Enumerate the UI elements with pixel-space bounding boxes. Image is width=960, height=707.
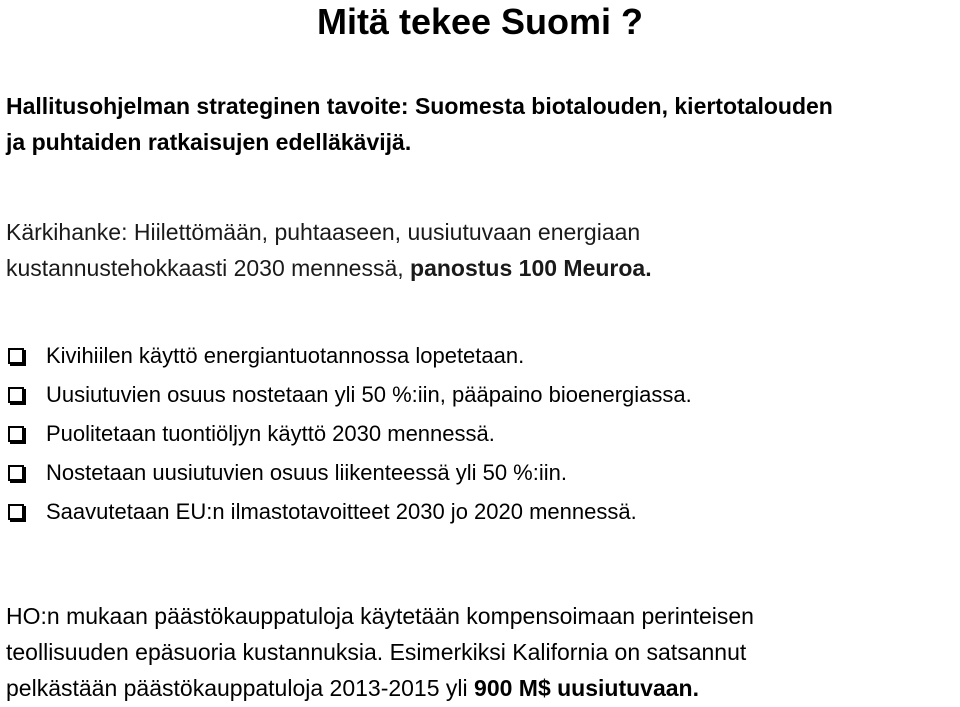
checkbox-bullet-icon (8, 426, 24, 442)
checkbox-bullet-icon (8, 348, 24, 364)
list-item (6, 453, 692, 492)
flagship-investment: panostus 100 Meuroa. (410, 255, 652, 281)
ho-line-1: HO:n mukaan päästökauppatuloja käytetään kompensoimaan perinteisen (6, 603, 754, 629)
strategic-goal (6, 88, 956, 160)
measures-list (6, 336, 692, 531)
ho-line-3 (6, 670, 956, 706)
ho-line-3-text: pelkästään päästökauppatuloja 2013-2015 yli (6, 675, 475, 701)
list-item-text: Puolitetaan tuontiöljyn käyttö 2030 mennessä. (46, 421, 495, 446)
emissions-trading-paragraph (6, 598, 956, 706)
list-item-text: Nostetaan uusiutuvien osuus liikenteessä yli 50 %:iin. (46, 460, 567, 485)
checkbox-bullet-icon (8, 387, 24, 403)
flagship-line-1: Kärkihanke: Hiilettömään, puhtaaseen, uusiutuvaan energiaan (6, 219, 641, 245)
strategic-goal-line-2: ja puhtaiden ratkaisujen edelläkävijä. (6, 129, 412, 155)
list-item-text: Uusiutuvien osuus nostetaan yli 50 %:iin, pääpaino bioenergiassa. (46, 382, 692, 407)
list-item (6, 492, 692, 531)
checkbox-bullet-icon (8, 504, 24, 520)
list-item (6, 336, 692, 375)
flagship-line-2 (6, 250, 956, 286)
slide-title: Mitä tekee Suomi ? (316, 1, 644, 42)
flagship-project (6, 214, 956, 286)
ho-line-2: teollisuuden epäsuoria kustannuksia. Esimerkiksi Kalifornia on satsannut (6, 639, 747, 665)
strategic-goal-line-1: Hallitusohjelman strateginen tavoite: Suomesta biotalouden, kiertotalouden (6, 93, 833, 119)
checkbox-bullet-icon (8, 465, 24, 481)
list-item (6, 414, 692, 453)
list-item (6, 375, 692, 414)
list-item-text: Saavutetaan EU:n ilmastotavoitteet 2030 jo 2020 mennessä. (46, 499, 637, 524)
list-item-text: Kivihiilen käyttö energiantuotannossa lopetetaan. (46, 343, 525, 368)
ho-investment-amount: 900 M$ uusiutuvaan. (474, 675, 699, 701)
flagship-line-2-text: kustannustehokkaasti 2030 mennessä, (6, 255, 411, 281)
